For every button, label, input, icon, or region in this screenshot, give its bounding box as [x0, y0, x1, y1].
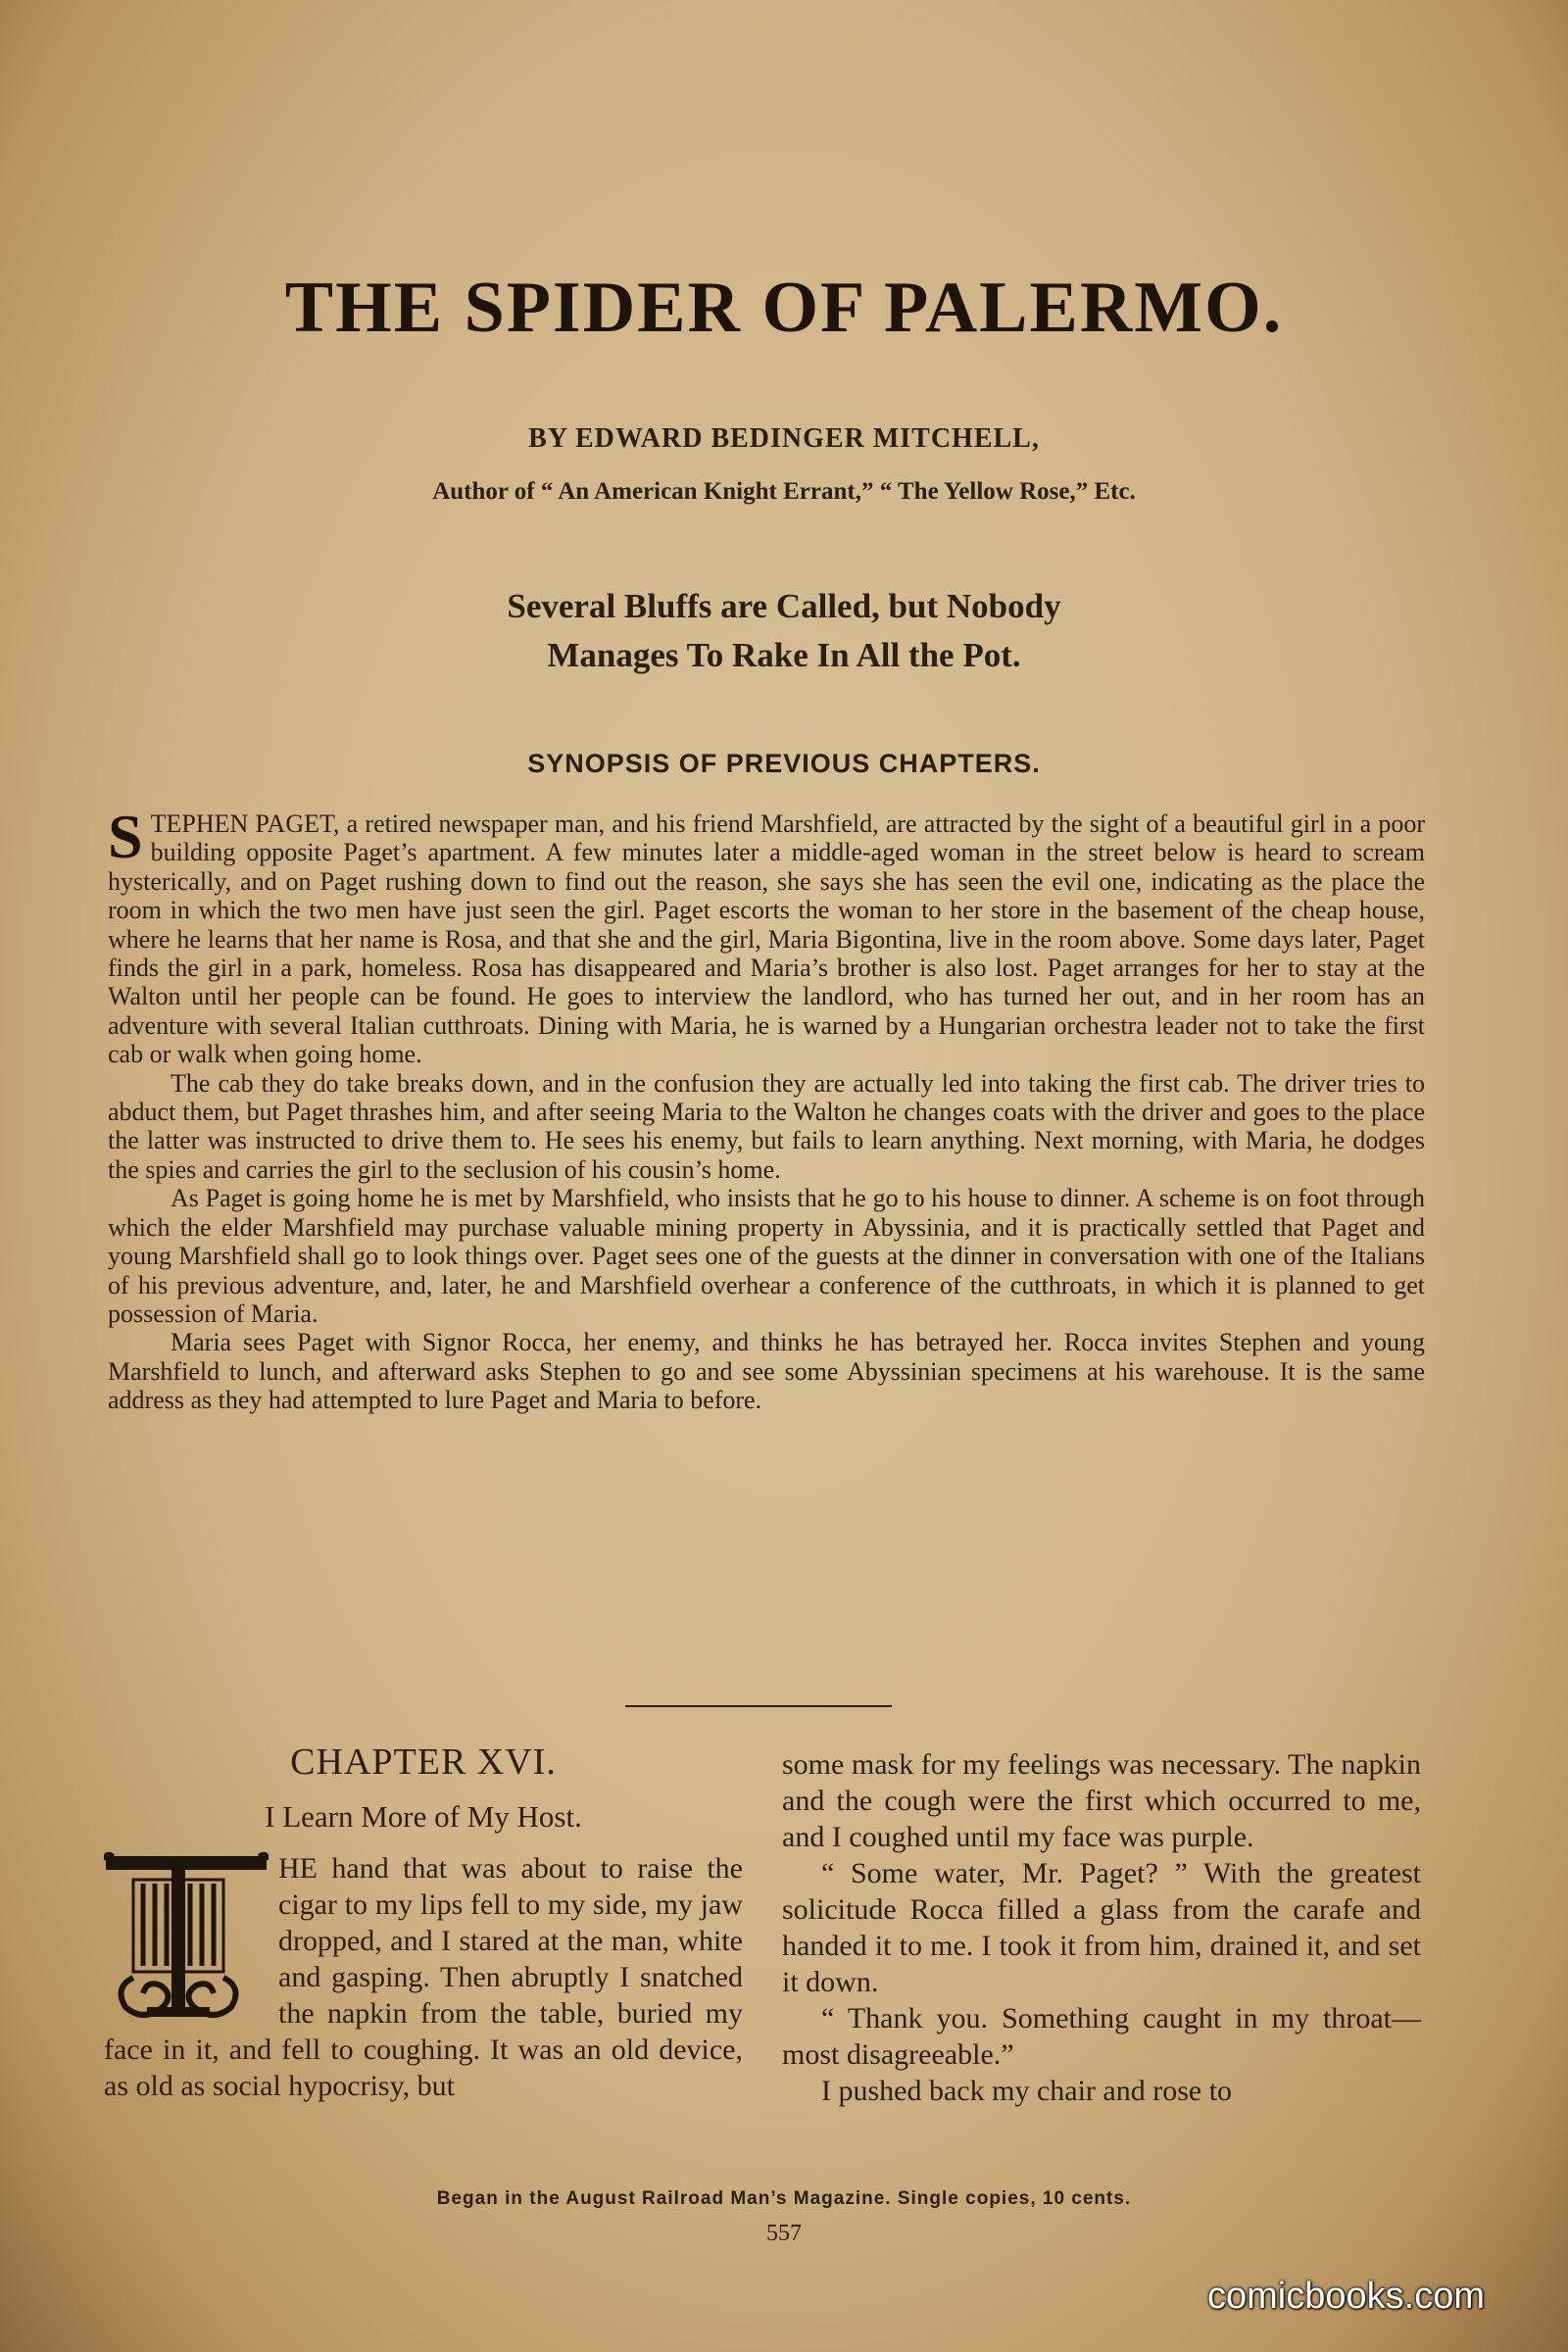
site-watermark: comicbooks.com: [1207, 2276, 1485, 2317]
story-subhead: [0, 582, 1568, 680]
chapter-paragraph: some mask for my feelings was necessary. The napkin and the cough were the first which occurred to me, and I coughed until my face was purple.: [782, 1748, 1421, 1853]
chapter-paragraph: I pushed back my chair and rose to: [821, 2075, 1233, 2107]
synopsis-paragraph: The cab they do take breaks down, and in the confusion they are actually led into taking the first cab. The driver tries to abduct them, but Paget thrashes him, and after seeing Maria to the Walton he changes coats with the driver and goes to the place the latter was instructed to drive them to. He sees his enemy, but fails to learn anything. Next morning, with Maria, he dodges the spies and carries the girl to the seclusion of his cousin’s home.: [108, 1068, 1425, 1184]
left-column: [104, 1740, 743, 2104]
synopsis-text: [108, 802, 1425, 1415]
section-divider: [625, 1705, 892, 1707]
chapter-paragraph: “ Thank you. Something caught in my throat—most disagreeable.”: [782, 2002, 1421, 2071]
synopsis-paragraph: [108, 802, 1425, 1069]
chapter-paragraph: “ Some water, Mr. Paget? ” With the greatest solicitude Rocca filled a glass from the carafe and handed it to me. I took it from him, drained it, and set it down.: [782, 1857, 1421, 1998]
subhead-line-1: Several Bluffs are Called, but Nobody: [507, 587, 1061, 625]
synopsis-paragraph-text: TEPHEN PAGET, a retired newspaper man, and his friend Marshfield, are attracted by the sight of a beautiful girl in a poor building opposite Paget’s apartment. A few minutes later a middle-aged woman in the street below is heard to scream hysterically, and on Paget rushing down to find out the reason, she says she has seen the evil one, indicating as the place the room in which the two men have just seen the girl. Paget escorts the woman to her store in the basement of the cheap house, where he learns that her name is Rosa, and that she and the girl, Maria Bigontina, live in the room above. Some days later, Paget finds the girl in a park, homeless. Rosa has disappeared and Maria’s brother is also lost. Paget arranges for her to stay at the Walton until her people can be found. He goes to interview the landlord, who has turned her out, and in her room has an adventure with several Italian cutthroats. Dining with Maria, he is warned by a Hungarian orchestra leader not to take the first cab or walk when going home.: [108, 809, 1425, 1069]
footer-note: Began in the August Railroad Man’s Magazine. Single copies, 10 cents.: [436, 2188, 1132, 2209]
subhead-line-2: Manages To Rake In All the Pot.: [547, 636, 1021, 674]
story-title: THE SPIDER OF PALERMO.: [284, 268, 1284, 348]
author-byline: BY EDWARD BEDINGER MITCHELL,: [528, 423, 1040, 454]
right-column: [782, 1746, 1421, 2109]
ornamental-drop-cap-t-icon: [104, 1850, 269, 2029]
page-number: 557: [766, 2221, 802, 2246]
chapter-paragraph-text: HE hand that was about to raise the cigar to my lips fell to my side, my jaw dropped, and I stared at the man, white and gasping. Then abruptly I snatched the napkin from the table, buried my face in it, and fell to coughing. It was an old device, as old as social hypocrisy, but: [104, 1852, 743, 2102]
synopsis-paragraph: Maria sees Paget with Signor Rocca, her enemy, and thinks he has betrayed her. Rocca invites Stephen and young Marshfield to lunch, and afterward asks Stephen to go and see some Abyssinian specimens at his warehouse. It is the same address as they had attempted to lure Paget and Maria to before.: [108, 1328, 1425, 1415]
synopsis-drop-cap: S: [108, 802, 143, 871]
synopsis-paragraph: As Paget is going home he is met by Marshfield, who insists that he go to his house to dinner. A scheme is on foot through which the elder Marshfield may purchase valuable mining property in Abyssinia, and it is practically settled that Paget and young Marshfield shall go to look things over. Paget sees one of the guests at the dinner in conversation with one of the Italians of his previous adventure, and, later, he and Marshfield overhear a conference of the cutthroats, in which it is planned to get possession of Maria.: [108, 1184, 1425, 1328]
chapter-number: CHAPTER XVI.: [290, 1741, 557, 1783]
chapter-opening: [104, 1850, 743, 2104]
author-credits: Author of “ An American Knight Errant,” “ The Yellow Rose,” Etc.: [432, 478, 1136, 505]
chapter-title: I Learn More of My Host.: [265, 1799, 582, 1834]
synopsis-heading: SYNOPSIS OF PREVIOUS CHAPTERS.: [527, 749, 1041, 778]
